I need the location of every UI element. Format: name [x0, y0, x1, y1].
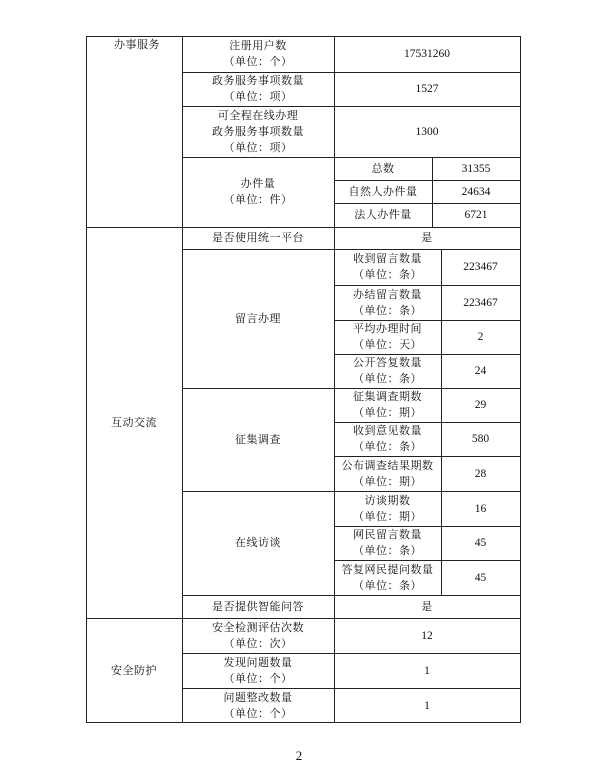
security-checks-value: 12 — [421, 629, 433, 642]
security-checks-label: 安全检测评估次数 （单位：次） — [212, 620, 304, 650]
row-line — [334, 422, 521, 423]
row-line — [182, 388, 521, 389]
section-service: 办事服务 — [114, 38, 160, 51]
online-items-value: 1300 — [415, 125, 439, 138]
row-line — [182, 157, 521, 158]
row-line — [334, 456, 521, 457]
messages-avg-time-label: 平均办理时间 （单位：天） — [353, 322, 422, 351]
row-line — [334, 203, 521, 204]
unified-platform-label: 是否使用统一平台 — [212, 231, 304, 244]
row-line — [182, 688, 521, 689]
online-items-label: 可全程在线办理 政务服务事项数量 （单位：项） — [212, 108, 304, 154]
row-line — [334, 560, 521, 561]
row-line — [334, 320, 521, 321]
interview-answers-value: 45 — [474, 571, 487, 584]
survey-label: 征集调查 — [235, 432, 281, 446]
interview-label: 在线访谈 — [235, 536, 281, 549]
section-interaction: 互动交流 — [111, 415, 157, 429]
security-fixed-label: 问题整改数量 （单位：个） — [223, 690, 293, 720]
border-left — [86, 36, 87, 723]
section-line-2 — [86, 618, 521, 619]
col-line-1 — [182, 36, 183, 723]
messages-received-label: 收到留言数量 （单位：条） — [353, 252, 422, 281]
col-line-2 — [334, 36, 335, 723]
interview-netizen-messages-label: 网民留言数量 （单位：条） — [353, 528, 422, 557]
smart-qa-value: 是 — [421, 599, 433, 613]
survey-periods-value: 29 — [474, 399, 487, 411]
row-line — [334, 285, 521, 286]
handled-natural-value: 24634 — [461, 185, 491, 198]
survey-opinions-label: 收到意见数量 （单位：条） — [353, 424, 422, 453]
smart-qa-label: 是否提供智能问答 — [212, 599, 304, 613]
row-line — [334, 526, 521, 527]
col-line-interaction — [441, 249, 442, 595]
unified-platform-value: 是 — [421, 231, 433, 244]
row-line — [182, 595, 521, 596]
interview-netizen-messages-value: 45 — [474, 537, 487, 549]
messages-label: 留言办理 — [235, 311, 281, 325]
section-line-1 — [86, 227, 521, 228]
security-fixed-value: 1 — [424, 699, 430, 712]
messages-received-value: 223467 — [463, 261, 498, 273]
row-line — [182, 72, 521, 73]
security-found-label: 发现问题数量 （单位：个） — [223, 655, 293, 685]
handled-label: 办件量 （单位：件） — [223, 177, 293, 206]
survey-results-label: 公布调查结果期数 （单位：期） — [341, 458, 434, 488]
border-bottom — [86, 722, 521, 723]
interview-answers-label: 答复网民提问数量 （单位：条） — [341, 562, 434, 592]
section-security: 安全防护 — [111, 663, 157, 677]
survey-opinions-value: 580 — [471, 433, 490, 445]
row-line — [334, 354, 521, 355]
survey-results-value: 28 — [474, 467, 487, 480]
registered-users-value: 17531260 — [404, 48, 450, 60]
col-line-handled — [432, 157, 433, 227]
interview-periods-label: 访谈期数 （单位：期） — [353, 493, 422, 523]
service-items-value: 1527 — [415, 83, 439, 95]
border-top — [86, 36, 521, 37]
handled-legal-label: 法人办件量 — [354, 208, 412, 221]
page-number: 2 — [295, 748, 303, 763]
survey-periods-label: 征集调查期数 （单位：期） — [353, 390, 422, 419]
row-line — [182, 491, 521, 492]
row-line — [334, 180, 521, 181]
handled-total-label: 总数 — [371, 161, 395, 175]
row-line — [182, 653, 521, 654]
security-found-value: 1 — [424, 664, 430, 677]
messages-avg-time-value: 2 — [477, 331, 484, 343]
border-right — [520, 36, 521, 723]
messages-public-replies-label: 公开答复数量 （单位：条） — [353, 356, 422, 385]
row-line — [182, 249, 521, 250]
handled-natural-label: 自然人办件量 — [348, 184, 418, 198]
registered-users-label: 注册用户数 （单位：个） — [223, 39, 293, 68]
row-line — [182, 106, 521, 107]
handled-total-value: 31355 — [461, 162, 491, 175]
service-items-label: 政务服务事项数量 （单位：项） — [212, 74, 304, 103]
messages-concluded-value: 223467 — [463, 296, 498, 309]
handled-legal-value: 6721 — [464, 209, 488, 221]
messages-concluded-label: 办结留言数量 （单位：条） — [353, 287, 422, 317]
messages-public-replies-value: 24 — [474, 365, 487, 377]
interview-periods-value: 16 — [474, 502, 487, 515]
